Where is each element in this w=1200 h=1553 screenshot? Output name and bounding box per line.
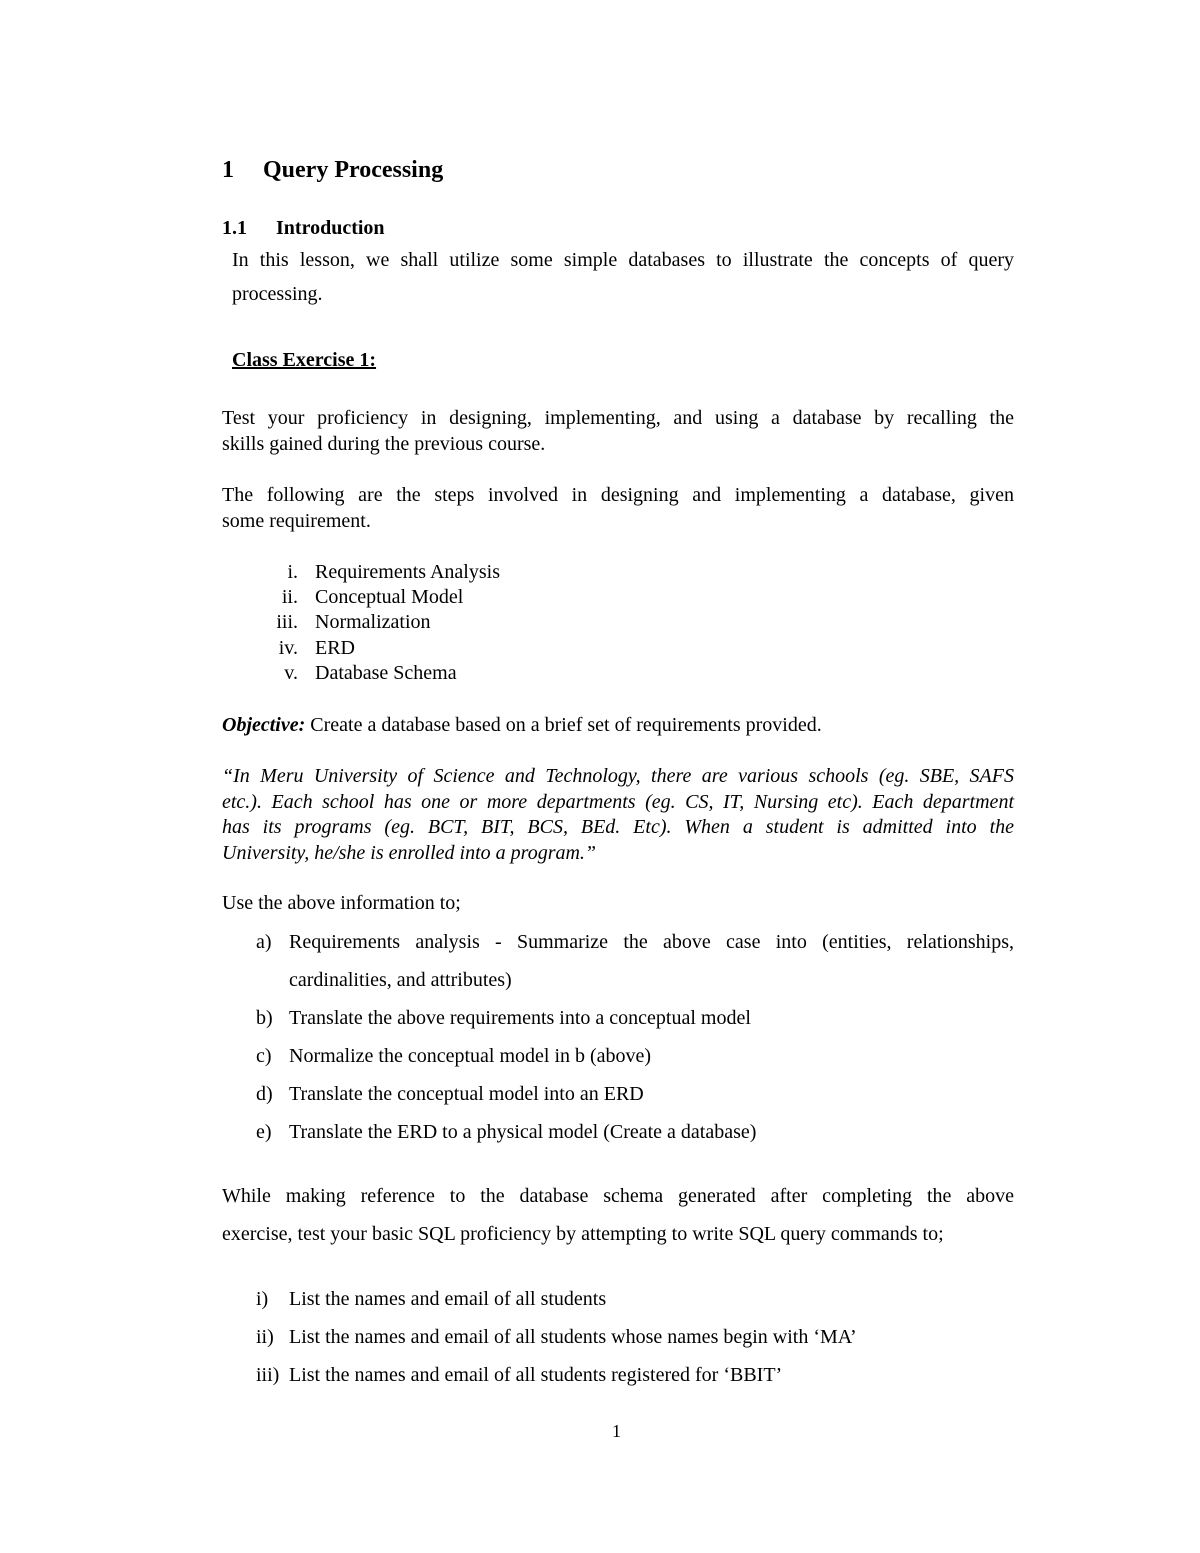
page-number: 1 [612,1421,621,1441]
list-marker: v. [284,662,298,684]
list-marker: i) [256,1288,269,1310]
paragraph-line: exercise, test your basic SQL proficiency by attempting to write SQL query commands to; [222,1223,944,1245]
list-item: List the names and email of all students [289,1288,607,1310]
objective-label: Objective: [222,714,306,736]
heading-title: Query Processing [263,157,444,183]
paragraph-line: Use the above information to; [222,892,461,914]
list-marker: iv. [278,637,298,659]
list-item: ERD [315,637,355,659]
list-item: Translate the ERD to a physical model (Create a database) [289,1121,757,1143]
case-quote-line: etc.). Each school has one or more departments (eg. CS, IT, Nursing etc). Each department [222,791,1014,813]
paragraph-line: some requirement. [222,510,371,532]
list-marker: iii) [256,1364,280,1386]
list-item: Normalization [315,611,431,633]
case-quote-line: “In Meru University of Science and Technology, there are various schools (eg. SBE, SAFS [222,765,1014,787]
list-item: Database Schema [315,662,457,684]
list-item: List the names and email of all students whose names begin with ‘MA’ [289,1326,857,1348]
list-marker: iii. [276,611,298,633]
list-marker: i. [287,561,298,583]
list-marker: a) [256,931,272,953]
paragraph-line: Test your proficiency in designing, implementing, and using a database by recalling the [222,407,1014,429]
list-item: Translate the above requirements into a conceptual model [289,1007,751,1029]
list-item: List the names and email of all students registered for ‘BBIT’ [289,1364,783,1386]
case-quote-line: has its programs (eg. BCT, BIT, BCS, BEd. Etc). When a student is admitted into the [222,816,1014,838]
list-marker: b) [256,1007,273,1029]
section-number: 1.1 [222,217,247,239]
objective-text: Create a database based on a brief set of requirements provided. [310,714,822,736]
case-quote-line: University, he/she is enrolled into a program.” [222,842,597,864]
heading-number: 1 [222,157,234,183]
list-marker: ii. [281,586,298,608]
exercise-title: Class Exercise 1: [232,349,377,371]
paragraph-line: skills gained during the previous course. [222,433,546,455]
list-marker: e) [256,1121,272,1143]
list-item: Normalize the conceptual model in b (above) [289,1045,652,1067]
list-item: Conceptual Model [315,586,464,608]
section-title: Introduction [276,217,385,239]
paragraph-line: While making reference to the database schema generated after completing the above [222,1185,1014,1207]
list-marker: c) [256,1045,272,1067]
intro-line: processing. [232,283,323,305]
list-item-continuation: cardinalities, and attributes) [289,969,512,991]
objective [222,714,822,737]
list-item: Translate the conceptual model into an ERD [289,1083,644,1105]
list-item: Requirements Analysis [315,561,500,583]
list-marker: ii) [256,1326,274,1348]
list-item: Requirements analysis - Summarize the above case into (entities, relationships, [289,931,1014,953]
intro-line: In this lesson, we shall utilize some simple databases to illustrate the concepts of query [232,249,1014,271]
paragraph-line: The following are the steps involved in designing and implementing a database, given [222,484,1014,506]
list-marker: d) [256,1083,273,1105]
